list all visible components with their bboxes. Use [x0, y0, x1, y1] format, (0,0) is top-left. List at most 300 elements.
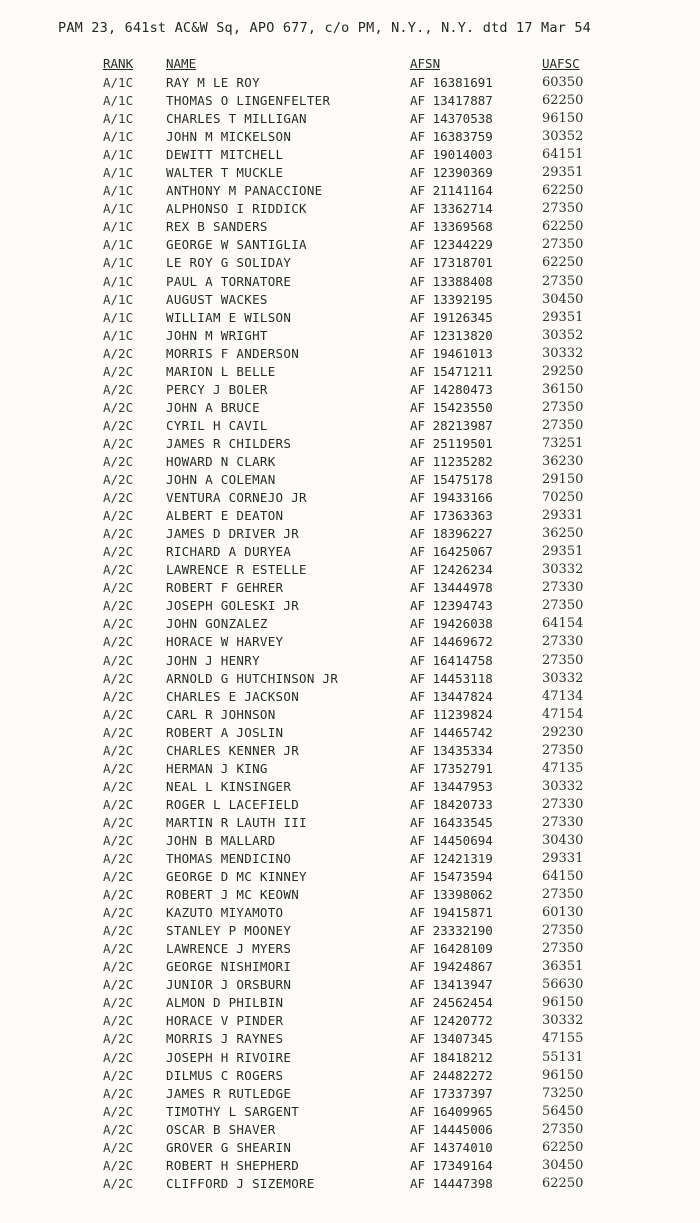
uafsc-cell: 62250 [542, 1139, 584, 1155]
roster-row [0, 200, 700, 218]
roster-row [0, 652, 700, 670]
afsn-cell: AF 14465742 [410, 724, 493, 740]
roster-row [0, 958, 700, 976]
uafsc-cell: 36150 [542, 381, 584, 397]
uafsc-cell: 27350 [542, 399, 584, 415]
name-cell: ALPHONSO I RIDDICK [166, 201, 307, 217]
afsn-cell: AF 18420733 [410, 796, 493, 812]
name-cell: ARNOLD G HUTCHINSON JR [166, 670, 339, 686]
rank-cell: A/2C [103, 435, 134, 451]
name-cell: HORACE V PINDER [166, 1013, 284, 1029]
uafsc-cell: 27350 [542, 923, 584, 939]
rank-cell: A/1C [103, 111, 134, 127]
afsn-cell: AF 11239824 [410, 706, 493, 722]
rank-cell: A/1C [103, 183, 134, 199]
column-header-afsn: AFSN [410, 56, 441, 71]
name-cell: ROBERT F GEHRER [166, 580, 284, 596]
roster-row [0, 1049, 700, 1067]
uafsc-cell: 30332 [542, 345, 584, 361]
rank-cell: A/2C [103, 490, 134, 506]
uafsc-cell: 36230 [542, 453, 584, 469]
roster-row [0, 850, 700, 868]
name-cell: WILLIAM E WILSON [166, 309, 292, 325]
roster-row [0, 399, 700, 417]
name-cell: JOHN J HENRY [166, 652, 260, 668]
name-cell: LAWRENCE R ESTELLE [166, 562, 307, 578]
rank-cell: A/2C [103, 417, 134, 433]
name-cell: ROBERT J MC KEOWN [166, 887, 300, 903]
afsn-cell: AF 24562454 [410, 995, 493, 1011]
rank-cell: A/2C [103, 616, 134, 632]
roster-row [0, 254, 700, 272]
uafsc-cell: 27330 [542, 634, 584, 650]
roster-row [0, 615, 700, 633]
afsn-cell: AF 15471211 [410, 363, 493, 379]
name-cell: JOHN A BRUCE [166, 399, 260, 415]
roster-row [0, 345, 700, 363]
rank-cell: A/2C [103, 869, 134, 885]
name-cell: CARL R JOHNSON [166, 706, 276, 722]
name-cell: JAMES R CHILDERS [166, 435, 292, 451]
rank-cell: A/2C [103, 562, 134, 578]
roster-row [0, 273, 700, 291]
name-cell: AUGUST WACKES [166, 291, 268, 307]
afsn-cell: AF 18418212 [410, 1049, 493, 1065]
roster-row [0, 1085, 700, 1103]
afsn-cell: AF 17352791 [410, 760, 493, 776]
roster-row [0, 507, 700, 525]
name-cell: TIMOTHY L SARGENT [166, 1103, 300, 1119]
afsn-cell: AF 16383759 [410, 129, 493, 145]
name-cell: CHARLES E JACKSON [166, 688, 300, 704]
roster-row [0, 309, 700, 327]
rank-cell: A/2C [103, 887, 134, 903]
afsn-cell: AF 19014003 [410, 147, 493, 163]
rank-cell: A/2C [103, 923, 134, 939]
name-cell: THOMAS MENDICINO [166, 851, 292, 867]
roster-row [0, 417, 700, 435]
roster-row [0, 1157, 700, 1175]
rank-cell: A/2C [103, 544, 134, 560]
uafsc-cell: 96150 [542, 111, 584, 127]
rank-cell: A/1C [103, 219, 134, 235]
afsn-cell: AF 15423550 [410, 399, 493, 415]
rank-cell: A/2C [103, 760, 134, 776]
rank-cell: A/2C [103, 742, 134, 758]
name-cell: ANTHONY M PANACCIONE [166, 183, 323, 199]
name-cell: ROBERT A JOSLIN [166, 724, 284, 740]
name-cell: JAMES D DRIVER JR [166, 526, 300, 542]
uafsc-cell: 30332 [542, 778, 584, 794]
roster-row [0, 363, 700, 381]
rank-cell: A/2C [103, 688, 134, 704]
uafsc-cell: 30450 [542, 291, 584, 307]
rank-cell: A/2C [103, 634, 134, 650]
uafsc-cell: 62250 [542, 219, 584, 235]
uafsc-cell: 64154 [542, 616, 584, 632]
afsn-cell: AF 12344229 [410, 237, 493, 253]
rank-cell: A/1C [103, 327, 134, 343]
afsn-cell: AF 17318701 [410, 255, 493, 271]
roster-row [0, 1067, 700, 1085]
afsn-cell: AF 28213987 [410, 417, 493, 433]
roster-row [0, 688, 700, 706]
name-cell: CYRIL H CAVIL [166, 417, 268, 433]
rank-cell: A/2C [103, 1013, 134, 1029]
roster-row [0, 832, 700, 850]
uafsc-cell: 30352 [542, 327, 584, 343]
afsn-cell: AF 13417887 [410, 93, 493, 109]
name-cell: REX B SANDERS [166, 219, 268, 235]
roster-row [0, 760, 700, 778]
rank-cell: A/2C [103, 598, 134, 614]
roster-row [0, 291, 700, 309]
roster-row [0, 110, 700, 128]
roster-row [0, 1103, 700, 1121]
afsn-cell: AF 19433166 [410, 490, 493, 506]
name-cell: OSCAR B SHAVER [166, 1121, 276, 1137]
afsn-cell: AF 14370538 [410, 111, 493, 127]
uafsc-cell: 30332 [542, 562, 584, 578]
uafsc-cell: 29331 [542, 508, 584, 524]
document-header: PAM 23, 641st AC&W Sq, APO 677, c/o PM, N.Y., N.Y. dtd 17 Mar 54 [58, 20, 591, 36]
afsn-cell: AF 12421319 [410, 851, 493, 867]
roster-row [0, 597, 700, 615]
uafsc-cell: 30450 [542, 1157, 584, 1173]
roster-row [0, 742, 700, 760]
name-cell: JOHN M MICKELSON [166, 129, 292, 145]
rank-cell: A/2C [103, 453, 134, 469]
roster-row [0, 381, 700, 399]
name-cell: JAMES R RUTLEDGE [166, 1085, 292, 1101]
afsn-cell: AF 23332190 [410, 923, 493, 939]
name-cell: STANLEY P MOONEY [166, 923, 292, 939]
name-cell: GEORGE NISHIMORI [166, 959, 292, 975]
rank-cell: A/1C [103, 273, 134, 289]
uafsc-cell: 62250 [542, 1175, 584, 1191]
afsn-cell: AF 12420772 [410, 1013, 493, 1029]
name-cell: JOHN GONZALEZ [166, 616, 268, 632]
uafsc-cell: 27350 [542, 1121, 584, 1137]
name-cell: JOHN A COLEMAN [166, 472, 276, 488]
rank-cell: A/1C [103, 255, 134, 271]
rank-cell: A/1C [103, 93, 134, 109]
rank-cell: A/2C [103, 1067, 134, 1083]
roster-row [0, 1012, 700, 1030]
afsn-cell: AF 19461013 [410, 345, 493, 361]
uafsc-cell: 27330 [542, 796, 584, 812]
afsn-cell: AF 11235282 [410, 453, 493, 469]
afsn-cell: AF 13362714 [410, 201, 493, 217]
afsn-cell: AF 19424867 [410, 959, 493, 975]
name-cell: ALBERT E DEATON [166, 508, 284, 524]
afsn-cell: AF 17363363 [410, 508, 493, 524]
name-cell: LAWRENCE J MYERS [166, 941, 292, 957]
name-cell: HORACE W HARVEY [166, 634, 284, 650]
afsn-cell: AF 13388408 [410, 273, 493, 289]
uafsc-cell: 62250 [542, 93, 584, 109]
rank-cell: A/2C [103, 1031, 134, 1047]
name-cell: KAZUTO MIYAMOTO [166, 905, 284, 921]
roster-row [0, 724, 700, 742]
afsn-cell: AF 12426234 [410, 562, 493, 578]
uafsc-cell: 36250 [542, 526, 584, 542]
afsn-cell: AF 17337397 [410, 1085, 493, 1101]
name-cell: DILMUS C ROGERS [166, 1067, 284, 1083]
uafsc-cell: 64150 [542, 869, 584, 885]
rank-cell: A/2C [103, 814, 134, 830]
rank-cell: A/2C [103, 1139, 134, 1155]
name-cell: PERCY J BOLER [166, 381, 268, 397]
uafsc-cell: 47154 [542, 706, 584, 722]
roster-row [0, 1175, 700, 1193]
roster-row [0, 670, 700, 688]
uafsc-cell: 27350 [542, 742, 584, 758]
rank-cell: A/2C [103, 778, 134, 794]
name-cell: GEORGE D MC KINNEY [166, 869, 307, 885]
uafsc-cell: 60130 [542, 905, 584, 921]
rank-cell: A/1C [103, 201, 134, 217]
rank-cell: A/2C [103, 1085, 134, 1101]
roster-row [0, 976, 700, 994]
rank-cell: A/2C [103, 399, 134, 415]
uafsc-cell: 27350 [542, 273, 584, 289]
uafsc-cell: 73250 [542, 1085, 584, 1101]
afsn-cell: AF 12313820 [410, 327, 493, 343]
afsn-cell: AF 13407345 [410, 1031, 493, 1047]
name-cell: MARION L BELLE [166, 363, 276, 379]
roster-row [0, 1030, 700, 1048]
rank-cell: A/2C [103, 363, 134, 379]
uafsc-cell: 27330 [542, 580, 584, 596]
roster-row [0, 453, 700, 471]
roster-row [0, 796, 700, 814]
roster-row [0, 182, 700, 200]
afsn-cell: AF 13447824 [410, 688, 493, 704]
uafsc-cell: 29230 [542, 724, 584, 740]
uafsc-cell: 47155 [542, 1031, 584, 1047]
roster-row [0, 561, 700, 579]
rank-cell: A/2C [103, 959, 134, 975]
name-cell: GEORGE W SANTIGLIA [166, 237, 307, 253]
afsn-cell: AF 25119501 [410, 435, 493, 451]
afsn-cell: AF 18396227 [410, 526, 493, 542]
afsn-cell: AF 16409965 [410, 1103, 493, 1119]
column-header-rank: RANK [103, 56, 134, 71]
uafsc-cell: 96150 [542, 995, 584, 1011]
afsn-cell: AF 13413947 [410, 977, 493, 993]
roster-row [0, 435, 700, 453]
roster-row [0, 164, 700, 182]
afsn-cell: AF 17349164 [410, 1157, 493, 1173]
uafsc-cell: 29150 [542, 472, 584, 488]
uafsc-cell: 27350 [542, 652, 584, 668]
afsn-cell: AF 14469672 [410, 634, 493, 650]
afsn-cell: AF 13369568 [410, 219, 493, 235]
afsn-cell: AF 14445006 [410, 1121, 493, 1137]
uafsc-cell: 30332 [542, 1013, 584, 1029]
uafsc-cell: 47135 [542, 760, 584, 776]
name-cell: JOSEPH H RIVOIRE [166, 1049, 292, 1065]
afsn-cell: AF 13398062 [410, 887, 493, 903]
rank-cell: A/2C [103, 1175, 134, 1191]
name-cell: DEWITT MITCHELL [166, 147, 284, 163]
uafsc-cell: 27330 [542, 814, 584, 830]
afsn-cell: AF 14447398 [410, 1175, 493, 1191]
rank-cell: A/1C [103, 147, 134, 163]
roster-row [0, 579, 700, 597]
name-cell: PAUL A TORNATORE [166, 273, 292, 289]
uafsc-cell: 27350 [542, 237, 584, 253]
rank-cell: A/2C [103, 832, 134, 848]
roster-row [0, 92, 700, 110]
afsn-cell: AF 12394743 [410, 598, 493, 614]
name-cell: NEAL L KINSINGER [166, 778, 292, 794]
afsn-cell: AF 13392195 [410, 291, 493, 307]
uafsc-cell: 27350 [542, 887, 584, 903]
uafsc-cell: 56630 [542, 977, 584, 993]
roster-row [0, 471, 700, 489]
rank-cell: A/2C [103, 905, 134, 921]
rank-cell: A/2C [103, 1121, 134, 1137]
name-cell: CLIFFORD J SIZEMORE [166, 1175, 315, 1191]
name-cell: ROGER L LACEFIELD [166, 796, 300, 812]
name-cell: VENTURA CORNEJO JR [166, 490, 307, 506]
roster-row [0, 778, 700, 796]
rank-cell: A/2C [103, 1157, 134, 1173]
roster-row [0, 814, 700, 832]
uafsc-cell: 73251 [542, 435, 584, 451]
rank-cell: A/2C [103, 941, 134, 957]
afsn-cell: AF 14453118 [410, 670, 493, 686]
afsn-cell: AF 14280473 [410, 381, 493, 397]
afsn-cell: AF 13447953 [410, 778, 493, 794]
afsn-cell: AF 12390369 [410, 165, 493, 181]
name-cell: MORRIS J RAYNES [166, 1031, 284, 1047]
name-cell: WALTER T MUCKLE [166, 165, 284, 181]
afsn-cell: AF 16433545 [410, 814, 493, 830]
uafsc-cell: 27350 [542, 417, 584, 433]
column-header-name: NAME [166, 56, 197, 71]
roster-row [0, 633, 700, 651]
name-cell: JUNIOR J ORSBURN [166, 977, 292, 993]
name-cell: MARTIN R LAUTH III [166, 814, 307, 830]
rank-cell: A/2C [103, 1103, 134, 1119]
afsn-cell: AF 24482272 [410, 1067, 493, 1083]
uafsc-cell: 47134 [542, 688, 584, 704]
name-cell: RICHARD A DURYEA [166, 544, 292, 560]
uafsc-cell: 70250 [542, 490, 584, 506]
name-cell: LE ROY G SOLIDAY [166, 255, 292, 271]
uafsc-cell: 36351 [542, 959, 584, 975]
rank-cell: A/2C [103, 472, 134, 488]
roster-row [0, 128, 700, 146]
name-cell: JOSEPH GOLESKI JR [166, 598, 300, 614]
uafsc-cell: 30332 [542, 670, 584, 686]
roster-row [0, 886, 700, 904]
uafsc-cell: 29331 [542, 851, 584, 867]
name-cell: GROVER G SHEARIN [166, 1139, 292, 1155]
rank-cell: A/2C [103, 1049, 134, 1065]
uafsc-cell: 29351 [542, 309, 584, 325]
rank-cell: A/1C [103, 75, 134, 90]
rank-cell: A/2C [103, 508, 134, 524]
rank-cell: A/1C [103, 291, 134, 307]
afsn-cell: AF 19126345 [410, 309, 493, 325]
name-cell: HERMAN J KING [166, 760, 268, 776]
rank-cell: A/2C [103, 526, 134, 542]
uafsc-cell: 30430 [542, 832, 584, 848]
rank-cell: A/2C [103, 381, 134, 397]
afsn-cell: AF 16425067 [410, 544, 493, 560]
uafsc-cell: 56450 [542, 1103, 584, 1119]
rank-cell: A/1C [103, 129, 134, 145]
afsn-cell: AF 14450694 [410, 832, 493, 848]
rank-cell: A/1C [103, 165, 134, 181]
uafsc-cell: 30352 [542, 129, 584, 145]
roster-row [0, 218, 700, 236]
roster-row [0, 868, 700, 886]
uafsc-cell: 62250 [542, 255, 584, 271]
rank-cell: A/2C [103, 652, 134, 668]
afsn-cell: AF 15473594 [410, 869, 493, 885]
uafsc-cell: 29351 [542, 165, 584, 181]
uafsc-cell: 29351 [542, 544, 584, 560]
roster-row [0, 1139, 700, 1157]
name-cell: CHARLES KENNER JR [166, 742, 300, 758]
afsn-cell: AF 19415871 [410, 905, 493, 921]
rank-cell: A/2C [103, 706, 134, 722]
afsn-cell: AF 19426038 [410, 616, 493, 632]
afsn-cell: AF 21141164 [410, 183, 493, 199]
name-cell: CHARLES T MILLIGAN [166, 111, 307, 127]
afsn-cell: AF 14374010 [410, 1139, 493, 1155]
roster-row [0, 1121, 700, 1139]
name-cell: JOHN M WRIGHT [166, 327, 268, 343]
uafsc-cell: 62250 [542, 183, 584, 199]
afsn-cell: AF 15475178 [410, 472, 493, 488]
roster-row [0, 74, 700, 92]
rank-cell: A/2C [103, 977, 134, 993]
name-cell: HOWARD N CLARK [166, 453, 276, 469]
rank-cell: A/2C [103, 670, 134, 686]
name-cell: JOHN B MALLARD [166, 832, 276, 848]
afsn-cell: AF 16428109 [410, 941, 493, 957]
roster-row [0, 904, 700, 922]
afsn-cell: AF 13435334 [410, 742, 493, 758]
roster-row [0, 146, 700, 164]
name-cell: THOMAS O LINGENFELTER [166, 93, 331, 109]
uafsc-cell: 60350 [542, 75, 584, 90]
uafsc-cell: 29250 [542, 363, 584, 379]
rank-cell: A/1C [103, 237, 134, 253]
rank-cell: A/2C [103, 345, 134, 361]
roster-row [0, 489, 700, 507]
afsn-cell: AF 16414758 [410, 652, 493, 668]
name-cell: MORRIS F ANDERSON [166, 345, 300, 361]
uafsc-cell: 96150 [542, 1067, 584, 1083]
rank-cell: A/2C [103, 995, 134, 1011]
rank-cell: A/2C [103, 851, 134, 867]
uafsc-cell: 27350 [542, 201, 584, 217]
name-cell: RAY M LE ROY [166, 75, 260, 90]
roster-row [0, 236, 700, 254]
uafsc-cell: 27350 [542, 598, 584, 614]
roster-row [0, 327, 700, 345]
name-cell: ALMON D PHILBIN [166, 995, 284, 1011]
roster-row [0, 525, 700, 543]
rank-cell: A/2C [103, 724, 134, 740]
